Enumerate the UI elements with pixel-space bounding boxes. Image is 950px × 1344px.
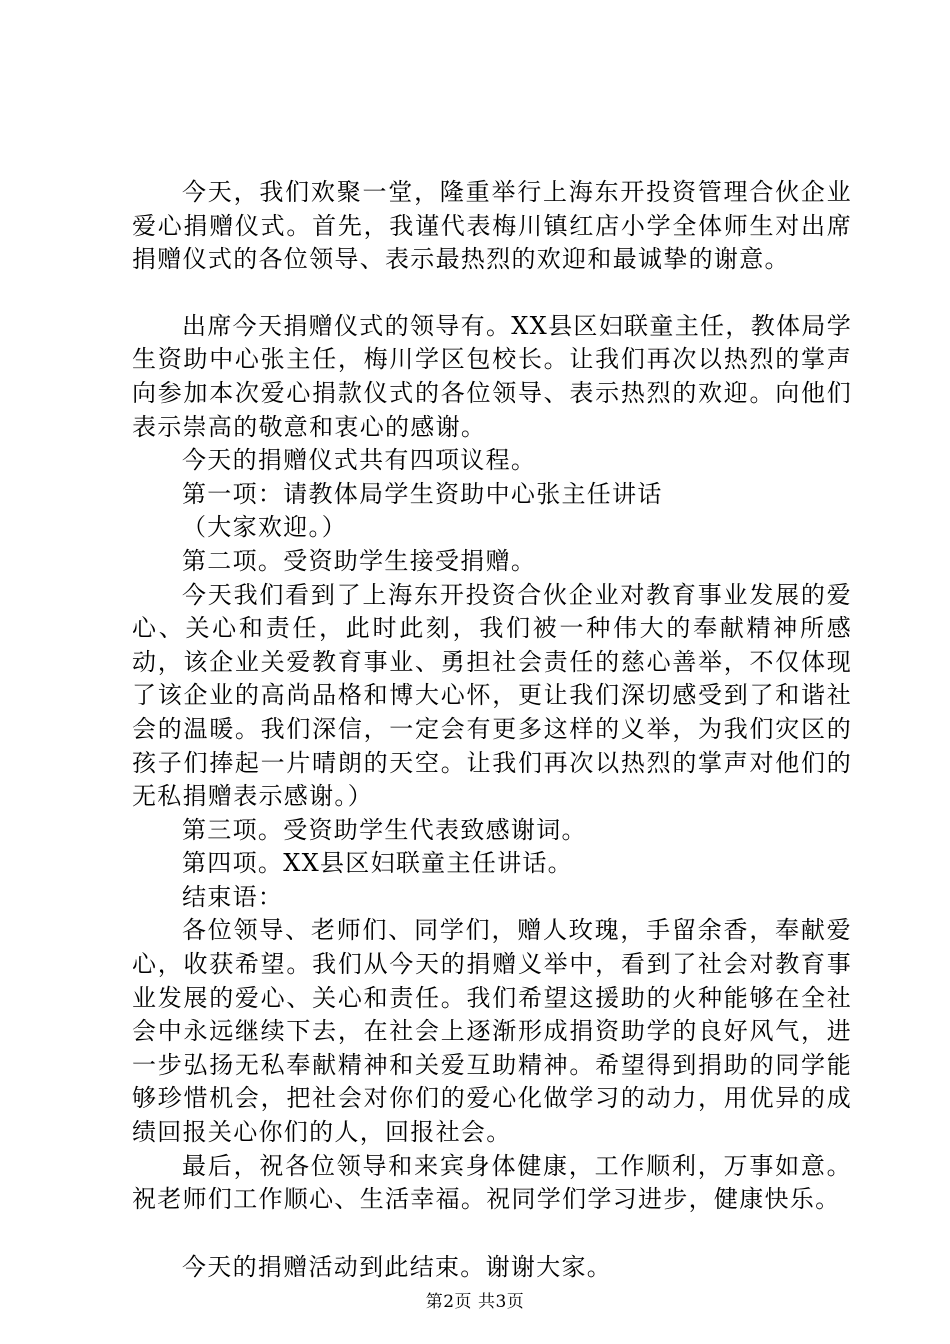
paragraph-item-four: 第四项。XX县区妇联童主任讲话。: [182, 849, 573, 878]
paragraph-wishes: 最后，祝各位领导和来宾身体健康，工作顺利，万事如意。祝老师们工作顺心、生活幸福。祝同学们学习进步，健康快乐。: [132, 1151, 852, 1214]
document-body: [132, 176, 852, 1284]
paragraph-leaders: 出席今天捐赠仪式的领导有。XX县区妇联童主任，教体局学生资助中心张主任，梅川学区包校长。让我们再次以热烈的掌声向参加本次爱心捐款仪式的各位领导、表示热烈的欢迎。向他们表示崇高的敬意和衷心的感谢。: [132, 311, 852, 441]
paragraph-item-one: 第一项：请教体局学生资助中心张主任讲话: [182, 479, 663, 508]
paragraph-closing-heading: 结束语：: [182, 882, 284, 911]
paragraph-opening: 今天，我们欢聚一堂，隆重举行上海东开投资管理合伙企业爱心捐赠仪式。首先，我谨代表梅川镇红店小学全体师生对出席捐赠仪式的各位领导、表示最热烈的欢迎和最诚挚的谢意。: [132, 178, 852, 274]
paragraph-thanks-company: 今天我们看到了上海东开投资合伙企业对教育事业发展的爱心、关心和责任，此时此刻，我们被一种伟大的奉献精神所感动，该企业关爱教育事业、勇担社会责任的慈心善举，不仅体现了该企业的高尚品格和博大心怀，更让我们深切感受到了和谐社会的温暖。我们深信，一定会有更多这样的义举，为我们灾区的孩子们捧起一片晴朗的天空。让我们再次以热烈的掌声对他们的无私捐赠表示感谢。）: [132, 580, 852, 811]
paragraph-welcome: （大家欢迎。）: [182, 513, 348, 542]
paragraph-item-two: 第二项。受资助学生接受捐赠。: [182, 546, 537, 575]
paragraph-item-three: 第三项。受资助学生代表致感谢词。: [182, 815, 587, 844]
page-footer: 第2页 共3页: [425, 1292, 525, 1312]
paragraph-closing-speech: 各位领导、老师们、同学们，赠人玫瑰，手留余香，奉献爱心，收获希望。我们从今天的捐赠义举中，看到了社会对教育事业发展的爱心、关心和责任。我们希望这援助的火种能够在全社会中永远继续下去，在社会上逐渐形成捐资助学的良好风气，进一步弘扬无私奉献精神和关爱互助精神。希望得到捐助的同学能够珍惜机会，把社会对你们的爱心化做学习的动力，用优异的成绩回报关心你们的人，回报社会。: [132, 916, 852, 1147]
paragraph-end: 今天的捐赠活动到此结束。谢谢大家。: [182, 1252, 613, 1281]
paragraph-agenda-intro: 今天的捐赠仪式共有四项议程。: [182, 446, 537, 475]
